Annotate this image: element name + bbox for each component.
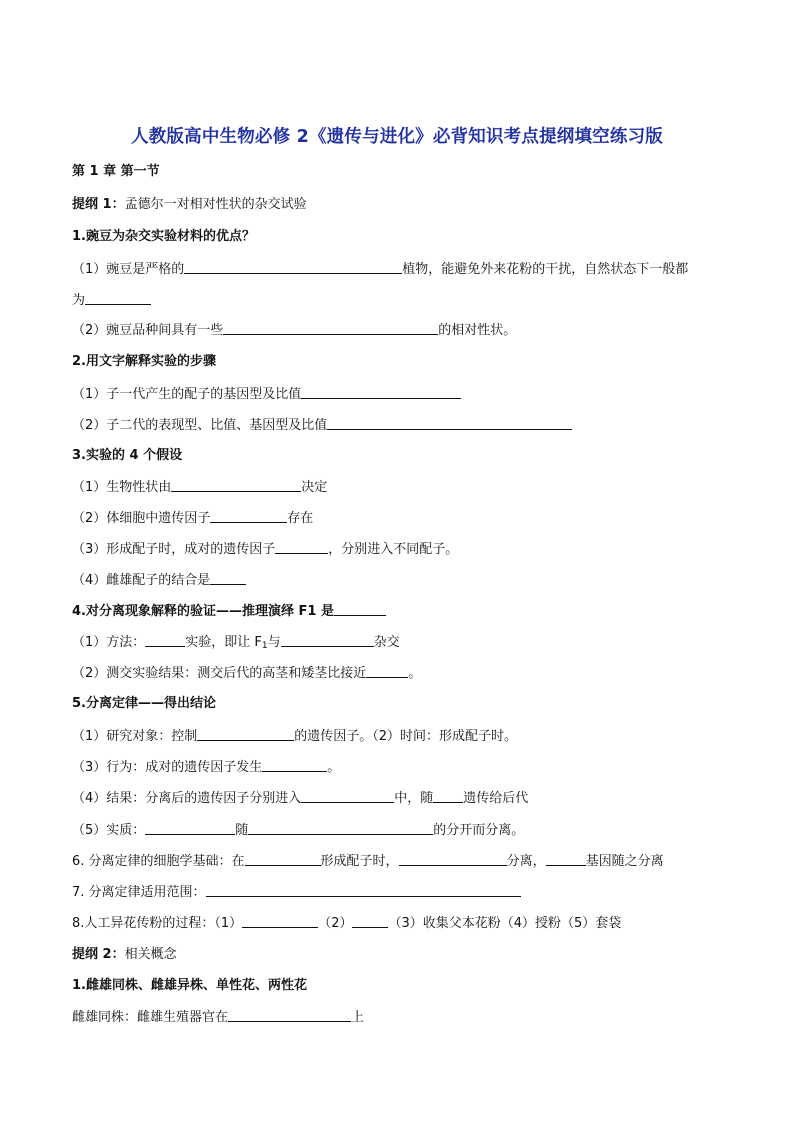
blank[interactable] <box>248 821 433 835</box>
q2-item-1-text: （1）子一代产生的配子的基因型及比值 <box>72 387 302 402</box>
blank[interactable] <box>210 571 246 585</box>
blank[interactable] <box>145 821 235 835</box>
q5-item-4 <box>72 789 528 808</box>
outline-2-text: 相关概念 <box>124 947 177 962</box>
q2-item-2 <box>72 416 572 435</box>
blank[interactable] <box>197 727 294 741</box>
blank[interactable] <box>546 852 586 866</box>
q3-item-4 <box>72 571 246 590</box>
q2-item-1 <box>72 385 461 404</box>
concept-1-heading: 1.雌雄同株、雌雄异株、单性花、两性花 <box>72 978 307 993</box>
q3-item-1-text-cont: 决定 <box>301 480 328 495</box>
q5-item-4-text: （4）结果：分离后的遗传因子分别进入 <box>72 791 302 806</box>
concept-1-item-1 <box>72 1008 364 1027</box>
q4-item-2-text: （2）测交实验结果：测交后代的高茎和矮茎比接近 <box>72 666 367 681</box>
blank[interactable] <box>301 789 394 803</box>
q3-item-3-text-cont: ，分别进入不同配子。 <box>328 542 459 557</box>
q1-item-1 <box>72 260 688 279</box>
q1-item-2-text: （2）豌豆品种间具有一些 <box>72 323 224 338</box>
q2-item-2-text: （2）子二代的表现型、比值、基因型及比值 <box>72 418 328 433</box>
blank[interactable] <box>366 664 408 678</box>
blank[interactable] <box>399 852 507 866</box>
q1-item-2 <box>72 321 516 340</box>
blank[interactable] <box>433 789 463 803</box>
q5-item-5-text-b: 随 <box>235 823 249 838</box>
q3-item-3 <box>72 540 458 559</box>
concept-1-item-1-text: 雌雄同株：雌雄生殖器官在 <box>72 1010 229 1025</box>
q5-item-1-text: （1）研究对象：控制 <box>72 729 198 744</box>
q3-item-1-text: （1）生物性状由 <box>72 480 172 495</box>
blank[interactable] <box>275 540 328 554</box>
q5-heading: 5.分离定律——得出结论 <box>72 696 216 711</box>
q5-item-3-text-cont: 。 <box>327 760 341 775</box>
q5-item-3 <box>72 758 340 777</box>
q8-text-c: （3）收集父本花粉（4）授粉（5）套袋 <box>388 916 622 931</box>
q6-text-c: 分离， <box>506 854 546 869</box>
q1-heading: 1.豌豆为杂交实验材料的优点？ <box>72 229 255 244</box>
q6-text-a: 6. 分离定律的细胞学基础：在 <box>72 854 245 869</box>
blank[interactable] <box>223 321 438 335</box>
outline-1-text: 孟德尔一对相对性状的杂交试验 <box>124 197 307 212</box>
blank[interactable] <box>85 291 151 305</box>
q4-item-1-text-d: 杂交 <box>373 635 400 650</box>
q6-text-d: 基因随之分离 <box>585 854 664 869</box>
q3-item-2-text: （2）体细胞中遗传因子 <box>72 511 211 526</box>
q4-item-2 <box>72 664 421 683</box>
outline-2 <box>72 946 177 964</box>
q4-heading-text: 4.对分离现象解释的验证——推理演绎 F1 是 <box>72 604 334 619</box>
q7-text: 7. 分离定律适用范围： <box>72 885 206 900</box>
q4-item-1 <box>72 633 400 655</box>
q3-item-2 <box>72 509 313 528</box>
q5-item-1 <box>72 727 517 746</box>
blank[interactable] <box>301 385 461 399</box>
q5-item-5-text: （5）实质： <box>72 823 146 838</box>
q6 <box>72 852 664 871</box>
q5-item-3-text: （3）行为：成对的遗传因子发生 <box>72 760 263 775</box>
q8-text-b: （2） <box>318 916 353 931</box>
document-title: 人教版高中生物必修 2《遗传与进化》必背知识考点提纲填空练习版 <box>131 127 663 147</box>
blank[interactable] <box>206 883 521 897</box>
blank[interactable] <box>327 416 572 430</box>
q3-heading: 3.实验的 4 个假设 <box>72 448 183 463</box>
blank[interactable] <box>145 633 185 647</box>
q5-item-1-text-cont: 的遗传因子。（2）时间：形成配子时。 <box>294 729 518 744</box>
q7 <box>72 883 521 902</box>
q1-item-1-wrap-text: 为 <box>72 293 86 308</box>
outline-1-label: 提纲 1： <box>72 197 125 212</box>
blank[interactable] <box>171 478 301 492</box>
chapter-heading: 第 1 章 第一节 <box>72 164 160 179</box>
q3-item-1 <box>72 478 327 497</box>
q6-text-b: 形成配子时， <box>320 854 399 869</box>
q4-heading <box>72 602 386 621</box>
q1-item-2-text-cont: 的相对性状。 <box>438 323 517 338</box>
blank[interactable] <box>210 509 287 523</box>
q5-item-4-text-b: 中，随 <box>394 791 434 806</box>
outline-2-label: 提纲 2： <box>72 947 125 962</box>
q2-heading: 2.用文字解释实验的步骤 <box>72 354 216 369</box>
blank[interactable] <box>352 914 388 928</box>
blank[interactable] <box>262 758 327 772</box>
q5-item-5 <box>72 821 524 840</box>
q8 <box>72 914 621 933</box>
q3-item-2-text-cont: 存在 <box>287 511 314 526</box>
q8-text-a: 8.人工异花传粉的过程：（1） <box>72 916 243 931</box>
blank[interactable] <box>228 1008 351 1022</box>
blank[interactable] <box>245 852 321 866</box>
q4-item-1-text-c: 与 <box>267 635 281 650</box>
q3-item-3-text: （3）形成配子时，成对的遗传因子 <box>72 542 276 557</box>
q3-item-4-text: （4）雌雄配子的结合是 <box>72 573 211 588</box>
q1-item-1-text-cont: 植物，能避免外来花粉的干扰，自然状态下一般都 <box>402 262 689 277</box>
q4-item-1-text-b: 实验，即让 F <box>185 635 262 650</box>
blank[interactable] <box>242 914 318 928</box>
q4-item-2-text-cont: 。 <box>408 666 422 681</box>
outline-1 <box>72 196 307 214</box>
concept-1-item-1-text-cont: 上 <box>351 1010 365 1025</box>
q4-item-1-text: （1）方法： <box>72 635 146 650</box>
subscript: 1 <box>261 641 268 651</box>
blank[interactable] <box>184 260 402 274</box>
blank[interactable] <box>334 602 386 616</box>
q5-item-4-text-c: 遗传给后代 <box>463 791 529 806</box>
blank[interactable] <box>281 633 374 647</box>
q1-item-1-text: （1）豌豆是严格的 <box>72 262 185 277</box>
q1-item-1-wrap <box>72 291 151 310</box>
q5-item-5-text-c: 的分开而分离。 <box>433 823 525 838</box>
